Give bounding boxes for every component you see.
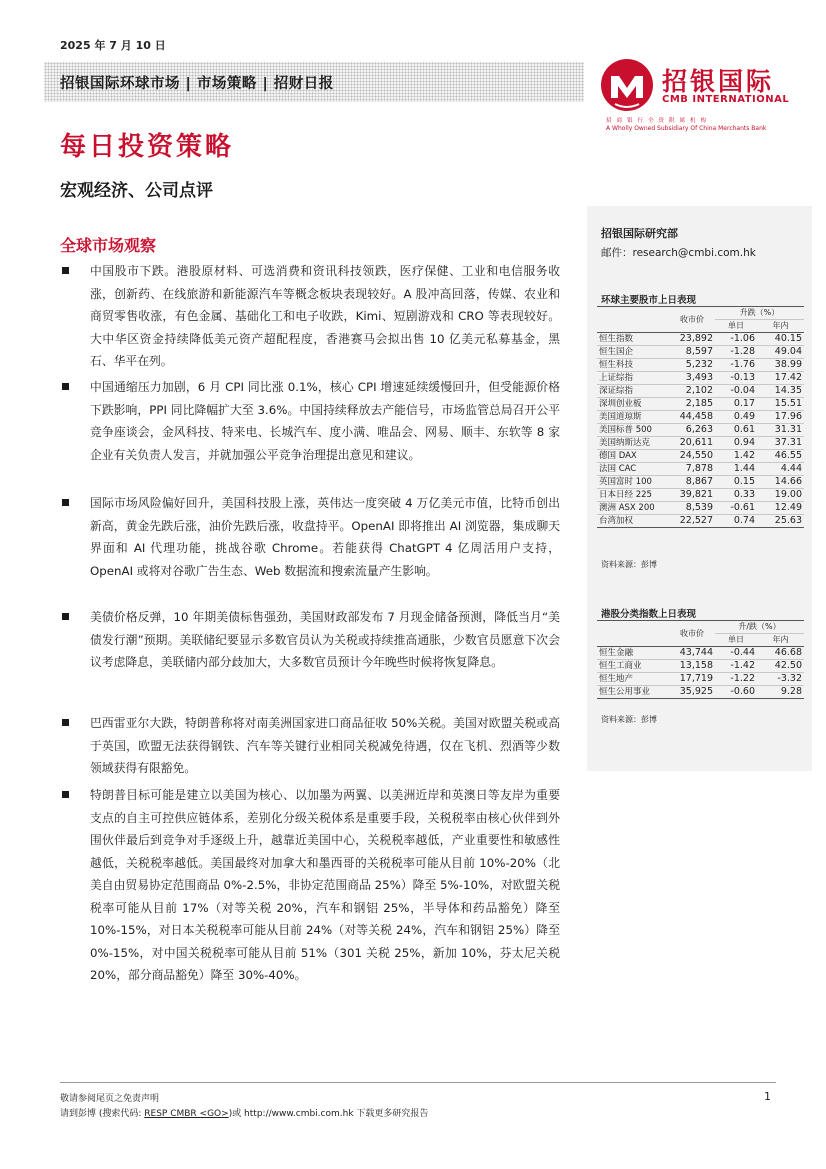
col-ytd: 年内 [772,635,789,644]
day-change: -1.28 [730,346,755,357]
close-price: 44,458 [679,411,713,422]
ytd-change: 46.68 [774,647,802,658]
hk-sector-table-title: 港股分类指数上日表现 [601,609,697,620]
col-change: 升跌（%） [715,307,804,320]
ytd-change: 25.63 [774,515,802,526]
table2-source: 资料来源：彭博 [601,715,657,724]
index-name: 澳洲 ASX 200 [599,503,655,513]
bullet-marker [62,383,69,390]
close-price: 7,878 [685,463,713,474]
ytd-change: 31.31 [774,424,802,435]
table-row [597,450,804,463]
bullet-marker [62,499,69,506]
ytd-change: 14.66 [774,476,802,487]
hk-sector-table [597,620,804,699]
close-price: 23,892 [679,333,713,344]
table-row [597,476,804,489]
table-row [597,372,804,385]
report-date: 2025 年 7 月 10 日 [60,39,166,52]
bullet-text: 美债价格反弹，10 年期美债标售强劲，美国财政部发布 7 月现金储备预测，降低当月“美债发行潮”预期。美联储纪要显示多数官员认为关税或持续推高通胀，少数官员愿意下次会议考虑降息，美联储内部分歧加大，大多数官员预计今年晚些时候将恢复降息。 [90,610,560,669]
ytd-change: 38.99 [774,359,802,370]
close-price: 43,744 [679,647,713,658]
close-price: 22,527 [679,515,713,526]
day-change: -0.13 [730,372,755,383]
ytd-change: 46.55 [774,450,802,461]
day-change: 0.49 [733,411,755,422]
ytd-change: 15.51 [774,398,802,409]
close-price: 24,550 [679,450,713,461]
global-markets-table [597,306,804,528]
table-row [597,359,804,372]
bullet-marker [62,719,69,726]
research-email[interactable]: 邮件：research@cmbi.com.hk [601,247,756,259]
index-name: 法国 CAC [599,464,637,474]
ytd-change: 42.50 [774,660,802,671]
close-price: 8,867 [685,476,713,487]
col-day: 单日 [728,321,744,330]
close-price: 5,232 [685,359,713,370]
bullet-text: 中国股市下跌。港股原材料、可选消费和资讯科技领跌，医疗保健、工业和电信服务收涨，创新药、在线旅游和新能源汽车等概念板块表现较好。A 股冲高回落，传媒、农业和商贸零售收涨，有色金属、基础化工和电子收跌，Kimi、短剧游戏和 CRO 等表现较好。大中华区资金持续降低美元资产超配程度，香港赛马会拟出售 10 亿美元私募基金，黑石、华平在列。 [90,264,560,368]
table-row [597,398,804,411]
section-title: 全球市场观察 [60,236,157,255]
table-row [597,686,804,699]
table-row [597,673,804,686]
bullet-marker [62,267,69,274]
day-change: 0.17 [733,398,755,409]
day-change: -1.42 [730,660,755,671]
close-price: 2,185 [685,398,713,409]
ytd-change: 17.42 [774,372,802,383]
logo-tagline-en: A Wholly Owned Subsidiary Of China Merchants Bank [606,125,767,132]
ytd-change: -3.32 [777,673,802,684]
index-name: 深证综指 [599,386,634,396]
ytd-change: 14.35 [774,385,802,396]
day-change: -0.61 [730,502,755,513]
global-markets-table-title: 环球主要股市上日表现 [601,295,697,306]
day-change: -0.60 [730,686,755,697]
hk-sector-rows [597,647,804,699]
close-price: 39,821 [679,489,713,500]
index-name: 上证综指 [599,373,634,383]
index-name: 台湾加权 [599,516,634,526]
bullet-text: 巴西雷亚尔大跌，特朗普称将对南美洲国家进口商品征收 50%关税。美国对欧盟关税或高于英国，欧盟无法获得钢铁、汽车等关键行业相同关税减免待遇，仅在飞机、烈酒等少数领域获得有限豁免。 [90,716,560,775]
col-ytd: 年内 [772,321,789,330]
day-change: 0.74 [733,515,755,526]
index-name: 日本日经 225 [599,490,652,500]
footer-download-note [60,1106,428,1119]
close-price: 20,611 [679,437,713,448]
index-name: 恒生国企 [599,347,634,357]
table-row [597,660,804,673]
page-subtitle: 宏观经济、公司点评 [60,181,213,201]
table-row [597,502,804,515]
ytd-change: 40.15 [774,333,802,344]
day-change: -1.22 [730,673,755,684]
index-name: 恒生科技 [599,360,634,370]
close-price: 17,719 [679,673,713,684]
index-name: 美国纳斯达克 [599,438,651,448]
footer-prefix: 请到彭博 (搜索代码: [60,1109,145,1119]
day-change: -0.44 [730,647,755,658]
logo-name-en: CMB INTERNATIONAL [662,94,790,105]
col-day: 单日 [728,635,744,644]
col-change: 升/跌（%） [715,621,804,634]
table1-source: 资料来源：彭博 [601,560,657,569]
index-name: 恒生金融 [599,648,634,658]
research-org: 招银国际研究部 [601,227,678,240]
day-change: 1.44 [733,463,755,474]
ytd-change: 19.00 [774,489,802,500]
ytd-change: 4.44 [780,463,802,474]
ytd-change: 17.96 [774,411,802,422]
index-name: 英国富时 100 [599,477,652,487]
page-number: 1 [764,1090,771,1103]
close-price: 2,102 [685,385,713,396]
table-row [597,346,804,359]
close-price: 13,158 [679,660,713,671]
close-price: 8,539 [685,502,713,513]
cmbi-logo [600,58,810,138]
table-row [597,515,804,528]
ytd-change: 9.28 [780,686,802,697]
index-name: 恒生公用事业 [599,687,651,697]
index-name: 恒生指数 [599,334,634,344]
table-row [597,385,804,398]
sidebar [587,206,812,771]
table-row [597,489,804,502]
table-row [597,437,804,450]
ytd-change: 49.04 [774,346,802,357]
footer-suffix[interactable]: )或 http://www.cmbi.com.hk 下载更多研究报告 [228,1109,429,1119]
index-name: 德国 DAX [599,451,637,461]
day-change: 1.42 [733,450,755,461]
bloomberg-code[interactable]: RESP CMBR <GO> [144,1109,229,1119]
col-close: 收市价 [680,628,704,638]
close-price: 3,493 [685,372,713,383]
table-row [597,333,804,346]
ytd-change: 37.31 [774,437,802,448]
close-price: 6,263 [685,424,713,435]
bullet-text: 国际市场风险偏好回升，美国科技股上涨，英伟达一度突破 4 万亿美元市值，比特币创出新高，黄金先跌后涨，油价先跌后涨，收盘持平。OpenAI 即将推出 AI 浏览器，集成聊天界面和 AI 代理功能，挑战谷歌 Chrome。若能获得 ChatGPT 4 亿周活用户支持，OpenAI 或将对谷歌广告生态、Web 数据流和搜索流量产生影响。 [90,496,560,578]
logo-name-cn: 招银国际 [662,67,775,96]
global-markets-rows [597,333,804,528]
table-row [597,424,804,437]
table-row [597,463,804,476]
index-name: 美国标普 500 [599,425,652,435]
table-row [597,411,804,424]
col-close: 收市价 [680,314,704,324]
day-change: 0.61 [733,424,755,435]
bullet-text: 特朗普目标可能是建立以美国为核心、以加墨为两翼、以美洲近岸和英澳日等友岸为重要支点的自主可控供应链体系，差别化分级关税体系是重要手段，关税税率由核心伙伴到外围伙伴最后到竞争对手逐级上升，越靠近美国中心，关税税率越低，产业重要性和敏感性越低，关税税率越低。美国最终对加拿大和墨西哥的关税税率可能从目前 10%-20%（北美自由贸易协定范围商品 0%-2.5%，非协定范围商品 25%）降至 5%-10%，对欧盟关税税率可能从目前 17%（对等关税 20%，汽车和钢铝 25%，半导体和药品豁免）降至 10%-15%，对日本关税税率可能从目前 24%（对等关税 24%，汽车和钢铝 25%）降至 0%-15%，对中国关税税率可能从目前 51%（301 关税 25%，新加 10%，芬太尼关税 20%，部分商品豁免）降至 30%-40%。 [90,788,560,982]
day-change: 0.15 [733,476,755,487]
bullet-marker [62,791,69,798]
day-change: 0.94 [733,437,755,448]
index-name: 深圳创业板 [599,399,642,409]
index-name: 美国道琼斯 [599,412,642,422]
day-change: -1.06 [730,333,755,344]
index-name: 恒生地产 [599,674,634,684]
ytd-change: 12.49 [774,502,802,513]
index-name: 恒生工商业 [599,661,642,671]
day-change: -0.04 [730,385,755,396]
cmb-logo-icon [600,58,654,112]
header-band [44,62,584,102]
close-price: 35,925 [679,686,713,697]
breadcrumb: 招银国际环球市场 | 市场策略 | 招财日报 [60,76,334,92]
footer-disclaimer: 敬请参阅尾页之免责声明 [60,1094,160,1104]
close-price: 8,597 [685,346,713,357]
day-change: -1.76 [730,359,755,370]
logo-tagline-cn: 招商银行全资附属机构 [606,118,712,124]
page-title: 每日投资策略 [60,132,235,162]
bullet-marker [62,613,69,620]
table-row [597,647,804,660]
day-change: 0.33 [733,489,755,500]
footer-divider [60,1082,776,1083]
bullet-text: 中国通缩压力加剧，6 月 CPI 同比涨 0.1%，核心 CPI 增速延续缓慢回升，但受能源价格下跌影响，PPI 同比降幅扩大至 3.6%。中国持续释放去产能信号，市场监管总局召开公平竞争座谈会，金风科技、特来电、长城汽车、度小满、唯品会、网易、顺丰、东软等 8 家企业有关负责人发言，并就加强公平竞争治理提出意见和建议。 [90,380,560,462]
